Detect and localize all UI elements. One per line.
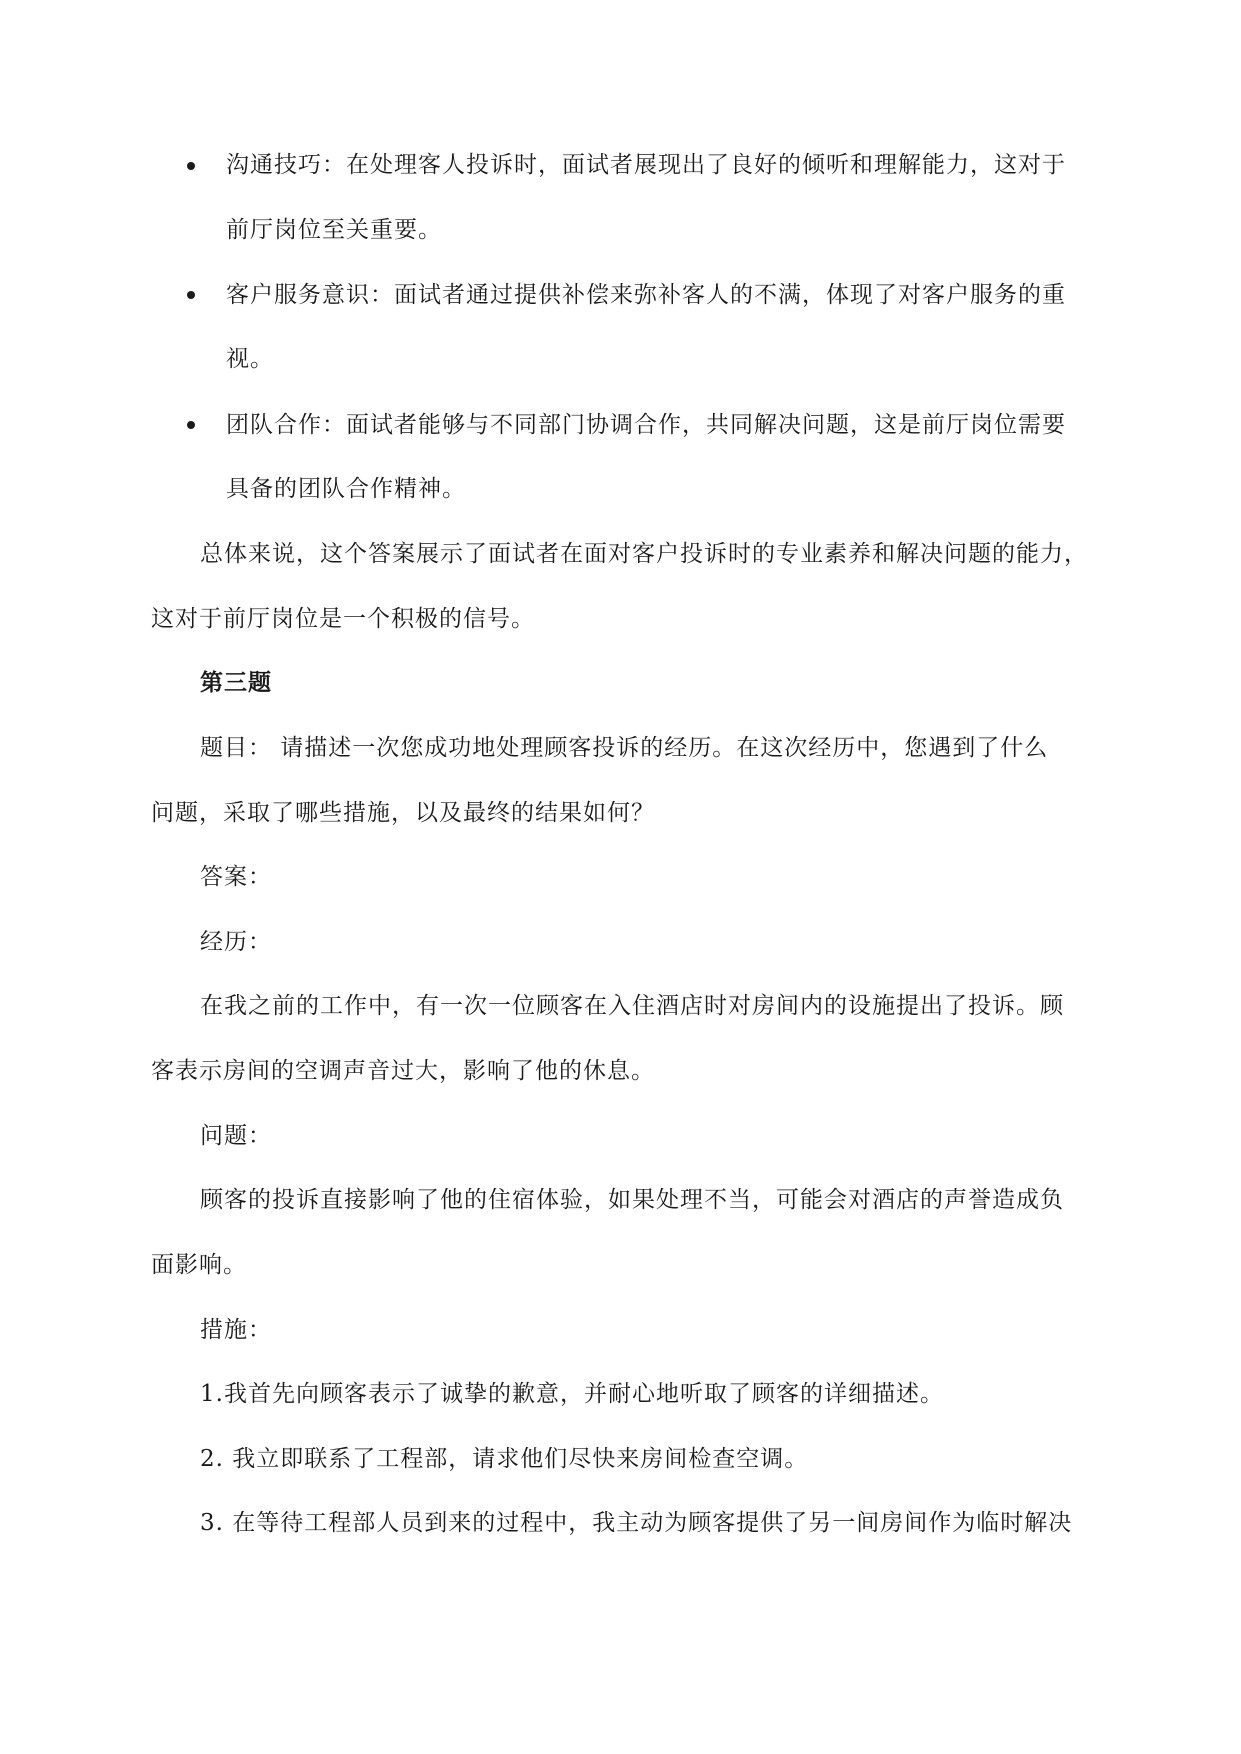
measure-item: 1.我首先向顾客表示了诚挚的歉意，并耐心地听取了顾客的详细描述。 <box>200 1381 944 1407</box>
bullet-item-text: 团队合作：面试者能够与不同部门协调合作，共同解决问题，这是前厅岗位需要 <box>226 412 1066 438</box>
experience-label: 经历： <box>200 929 272 955</box>
section-title: 第三题 <box>200 669 272 696</box>
measure-item: 2. 我立即联系了工程部，请求他们尽快来房间检查空调。 <box>200 1446 809 1472</box>
bullet-item-text: 客户服务意识：面试者通过提供补偿来弥补客人的不满，体现了对客户服务的重 <box>226 282 1066 308</box>
experience-paragraph: 在我之前的工作中，有一次一位顾客在入住酒店时对房间内的设施提出了投诉。顾 <box>200 993 1064 1019</box>
measures-label: 措施： <box>200 1317 272 1343</box>
measure-item: 3. 在等待工程部人员到来的过程中，我主动为顾客提供了另一间房间作为临时解决 <box>200 1510 1073 1536</box>
experience-paragraph: 客表示房间的空调声音过大，影响了他的休息。 <box>151 1058 655 1084</box>
question-text: 题目： 请描述一次您成功地处理顾客投诉的经历。在这次经历中，您遇到了什么 <box>200 735 1049 761</box>
problem-paragraph: 面影响。 <box>151 1252 247 1278</box>
answer-label: 答案： <box>200 864 272 890</box>
problem-label: 问题： <box>200 1123 272 1149</box>
bullet-dot <box>187 291 195 299</box>
summary-paragraph: 这对于前厅岗位是一个积极的信号。 <box>151 606 535 632</box>
bullet-item-text: 视。 <box>226 346 274 372</box>
bullet-dot <box>187 421 195 429</box>
bullet-dot <box>187 162 195 170</box>
bullet-item-text: 沟通技巧：在处理客人投诉时，面试者展现出了良好的倾听和理解能力，这对于 <box>226 152 1066 178</box>
bullet-item-text: 具备的团队合作精神。 <box>226 476 466 502</box>
question-text: 问题，采取了哪些措施，以及最终的结果如何？ <box>151 800 655 826</box>
bullet-item-text: 前厅岗位至关重要。 <box>226 217 442 243</box>
summary-paragraph: 总体来说，这个答案展示了面试者在面对客户投诉时的专业素养和解决问题的能力， <box>200 541 1088 567</box>
problem-paragraph: 顾客的投诉直接影响了他的住宿体验，如果处理不当，可能会对酒店的声誉造成负 <box>200 1187 1064 1213</box>
